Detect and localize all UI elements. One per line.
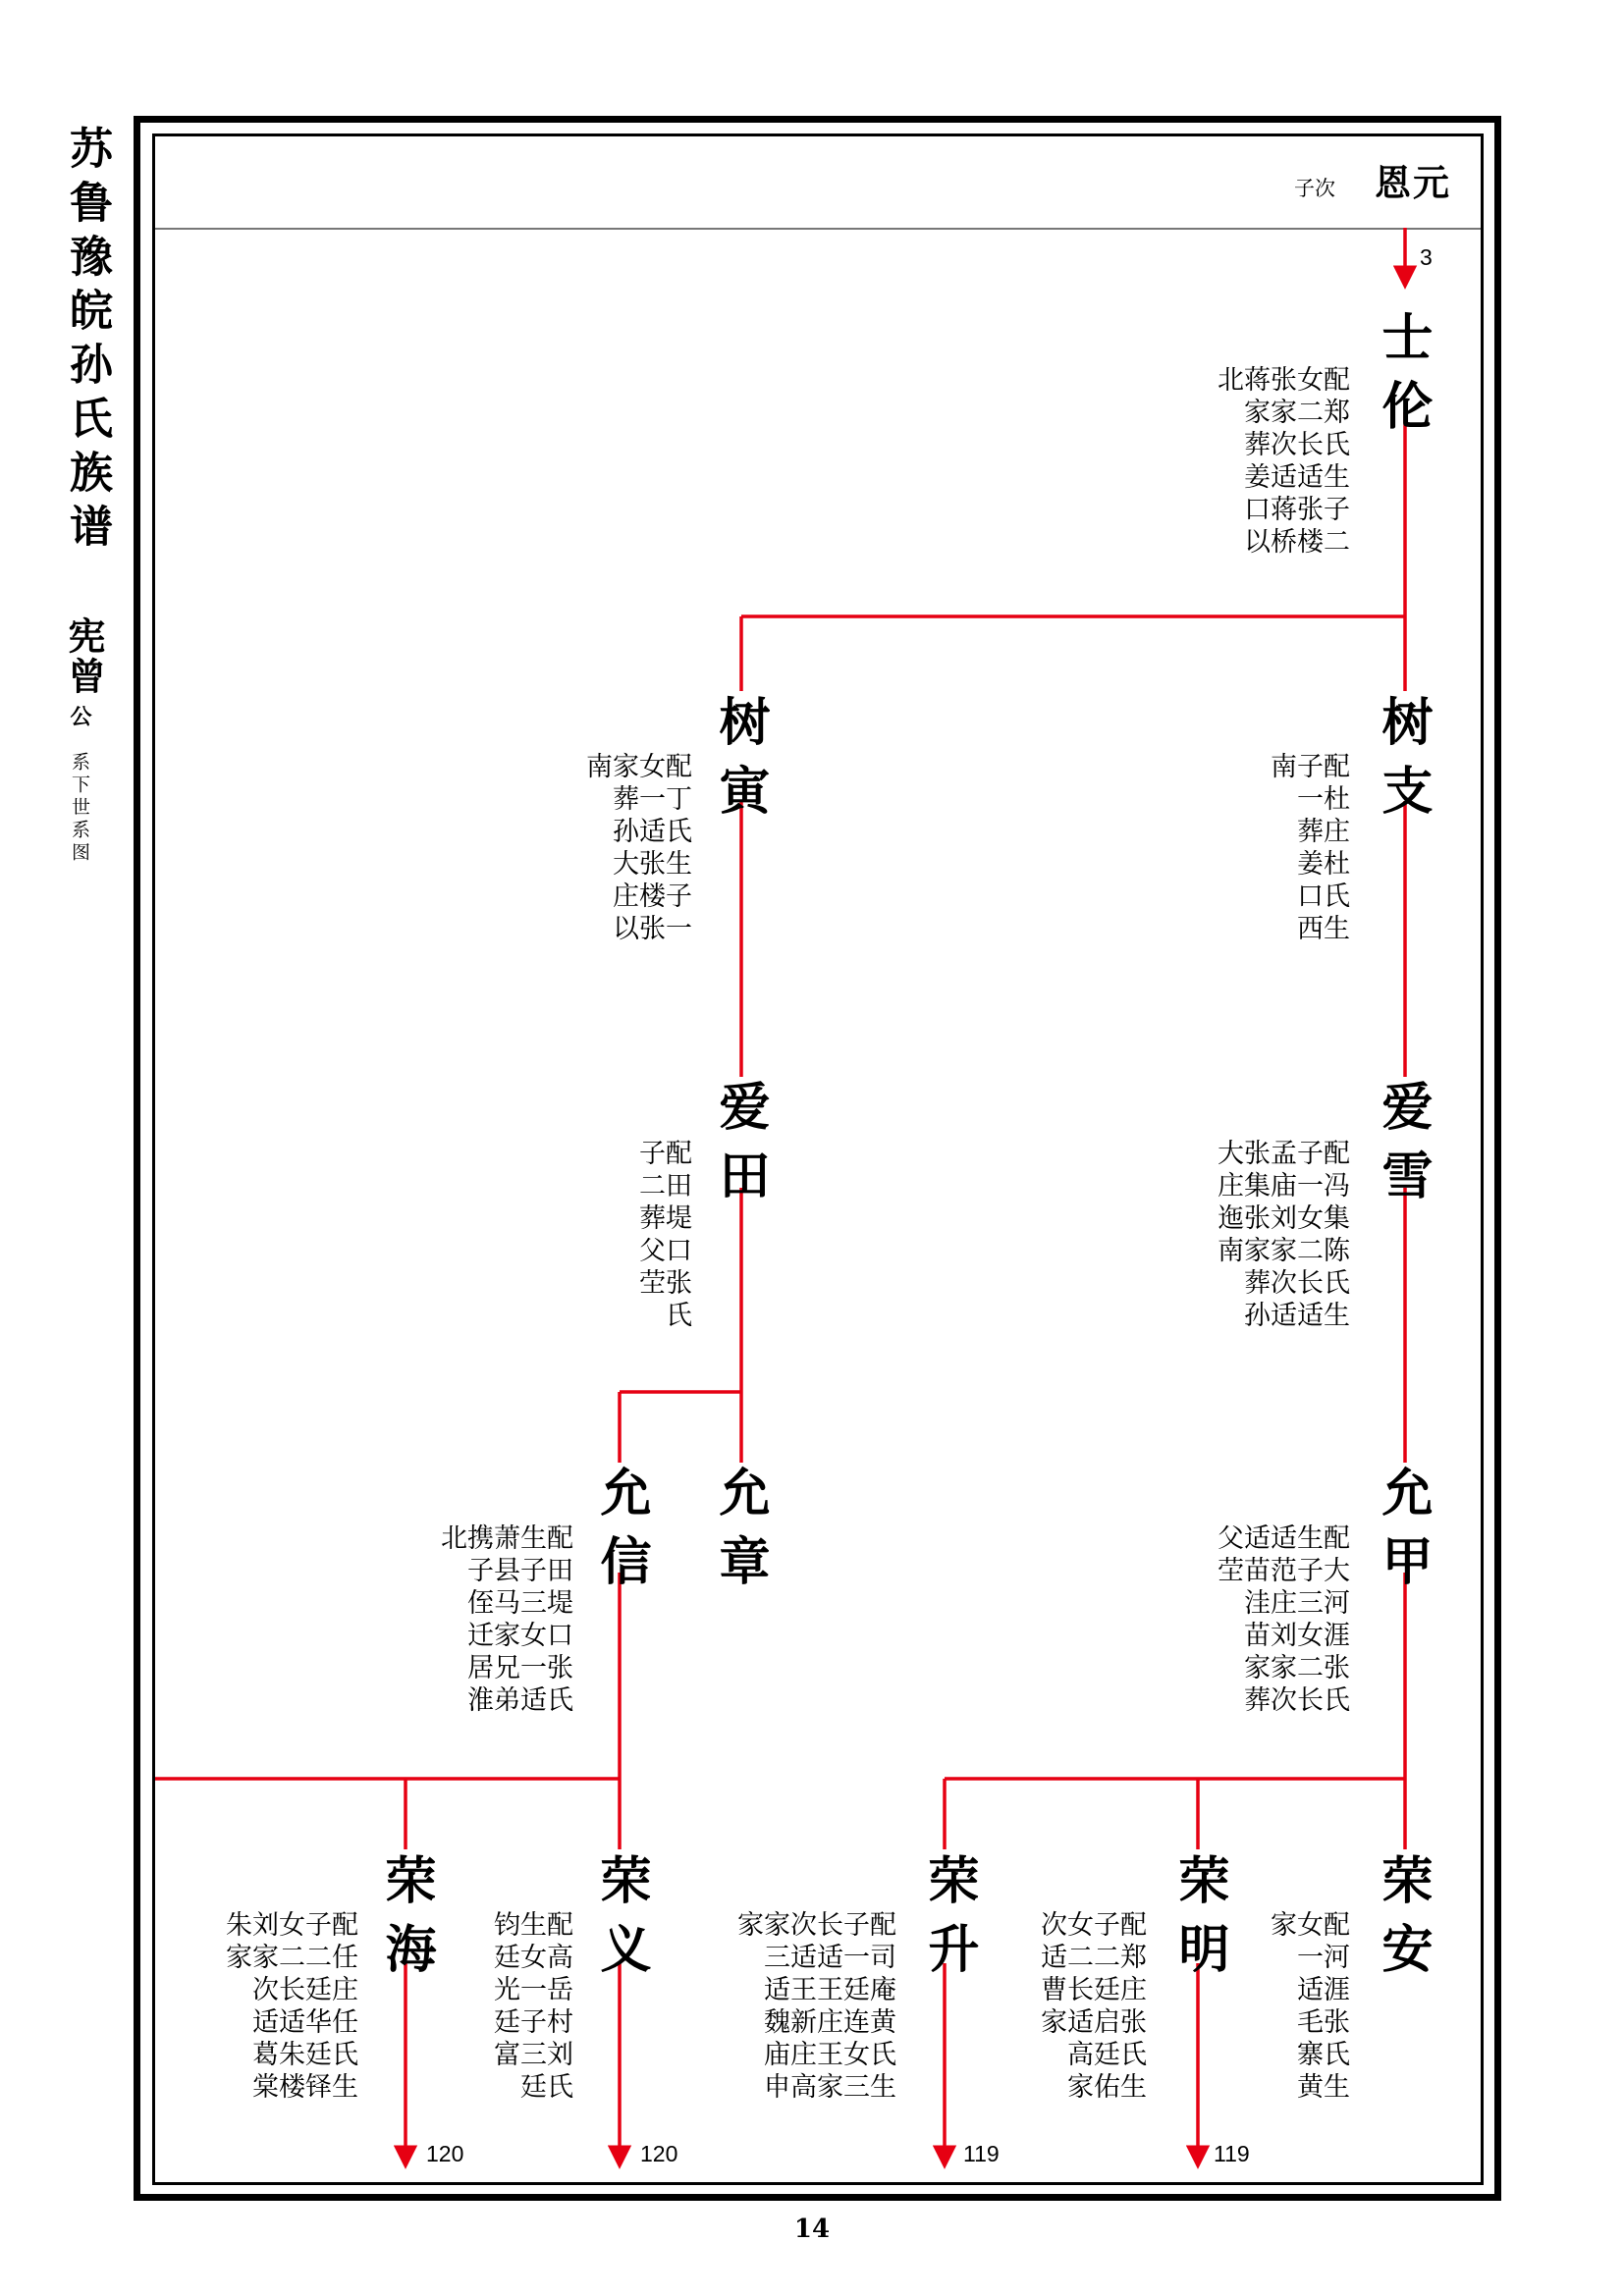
page-ref-label: 3 (1420, 244, 1433, 270)
note-line: 子一葬姜口西 (1292, 752, 1323, 946)
note-line: 家三适魏庙申 (759, 1910, 789, 2105)
person-notes (223, 1910, 355, 2105)
page-ref-label: 120 (426, 2141, 464, 2166)
person-notes (1215, 1139, 1347, 1333)
note-line: 子一女二长适 (1292, 1139, 1323, 1333)
note-line: 长适王庄王家 (812, 1910, 842, 2105)
note-line: 朱家 (221, 1910, 251, 1975)
branch-suffix: 公 (67, 705, 92, 726)
note-line: 配河涯张氏生 (1319, 1910, 1349, 2105)
person-name: 允章 (710, 1466, 770, 1603)
note-line: 次适曹家 (1036, 1910, 1066, 2040)
person-notes (1268, 752, 1347, 946)
note-line: 配大河涯张氏 (1319, 1523, 1349, 1718)
note-line: 适苗洼苗家葬 (1239, 1523, 1270, 1718)
note-line: 女一适毛寨黄 (1292, 1910, 1323, 2105)
note-line: 配田堤口张氏 (542, 1523, 572, 1718)
note-line: 孟庙刘家次适 (1266, 1139, 1296, 1333)
branch-caption: 系下世系图 (69, 752, 90, 865)
person-name: 树寅 (710, 695, 770, 832)
page-ref-label: 119 (1214, 2141, 1250, 2166)
parent-name: 恩元 (1375, 161, 1451, 204)
person-name: 荣安 (1373, 1853, 1433, 1991)
note-line: 子二廷华廷铎 (300, 1910, 331, 2105)
person-name: 荣义 (591, 1853, 651, 1991)
person-name: 荣升 (919, 1853, 979, 1991)
person-name: 允信 (591, 1466, 651, 1603)
person-name: 荣明 (1169, 1853, 1229, 1991)
note-line: 家 (1266, 1910, 1296, 1943)
note-line: 配冯集陈氏生 (1319, 1139, 1349, 1333)
person-name: 士伦 (1373, 310, 1433, 448)
note-line: 张集张家葬孙 (1239, 1139, 1270, 1333)
person-name: 允甲 (1373, 1466, 1433, 1603)
note-line: 子二廷启廷佑 (1089, 1910, 1119, 2105)
note-line: 配杜庄杜氏生 (1319, 752, 1349, 946)
note-line: 配郑氏生子二 (1319, 365, 1349, 560)
note-line: 女二长适高家 (1062, 1910, 1093, 2105)
note-line: 生子三女二长 (1292, 1523, 1323, 1718)
page-ref-label: 119 (963, 2141, 1000, 2166)
note-line: 适范庄刘家次 (1266, 1523, 1296, 1718)
note-line: 钧廷光廷富 (489, 1910, 519, 2072)
parent-prefix: 子次 (1294, 177, 1335, 200)
page-number: 14 (793, 2215, 831, 2244)
note-line: 父茔 (1213, 1523, 1243, 1588)
person-notes (636, 1139, 689, 1333)
person-notes (1038, 1910, 1144, 2105)
person-notes (583, 752, 689, 946)
note-line: 配司庵黄氏生 (865, 1910, 895, 2105)
note-line: 生女一子三廷 (515, 1910, 546, 2105)
book-title: 苏鲁豫皖孙氏族谱 (62, 126, 112, 558)
note-line: 携子侄迁居淮 (462, 1523, 493, 1718)
note-line: 女一适张楼张 (634, 752, 665, 946)
person-notes (734, 1910, 893, 2105)
note-line: 子一廷连女三 (839, 1910, 869, 2105)
note-line: 次适王新庄高 (785, 1910, 816, 2105)
note-line: 大庄迤南 (1213, 1139, 1243, 1268)
note-line: 女二长适张楼 (1292, 365, 1323, 560)
person-notes (438, 1523, 570, 1718)
note-line: 家 (732, 1910, 763, 1943)
note-line: 生子三女一适 (515, 1523, 546, 1718)
person-notes (1215, 1523, 1347, 1718)
note-line: 配田堤口张氏 (661, 1139, 691, 1333)
note-line: 配任庄任氏生 (327, 1910, 357, 2105)
note-line: 配郑庄张氏生 (1115, 1910, 1146, 2105)
note-line: 张家次适蒋桥 (1266, 365, 1296, 560)
person-name: 树支 (1373, 695, 1433, 832)
person-notes (1215, 365, 1347, 560)
person-notes (491, 1910, 570, 2105)
note-line: 蒋家葬姜口以 (1239, 365, 1270, 560)
note-line: 萧县马家兄弟 (489, 1523, 519, 1718)
person-notes (1268, 1910, 1347, 2105)
branch-name: 宪曾 (62, 616, 106, 697)
person-name: 爱田 (710, 1080, 770, 1217)
note-line: 南 (581, 752, 612, 784)
note-line: 女二长适朱楼 (274, 1910, 304, 2105)
person-name: 爱雪 (1373, 1080, 1433, 1217)
note-line: 北 (1213, 365, 1243, 398)
note-line: 子二葬父茔 (634, 1139, 665, 1301)
note-line: 配高岳村刘氏 (542, 1910, 572, 2105)
note-line: 配丁氏生子一 (661, 752, 691, 946)
note-line: 刘家次适葛棠 (247, 1910, 278, 2105)
note-line: 南 (1266, 752, 1296, 784)
note-line: 北 (436, 1523, 466, 1556)
page-ref-label: 120 (640, 2141, 678, 2166)
note-line: 家葬孙大庄以 (608, 752, 638, 946)
person-name: 荣海 (376, 1853, 436, 1991)
